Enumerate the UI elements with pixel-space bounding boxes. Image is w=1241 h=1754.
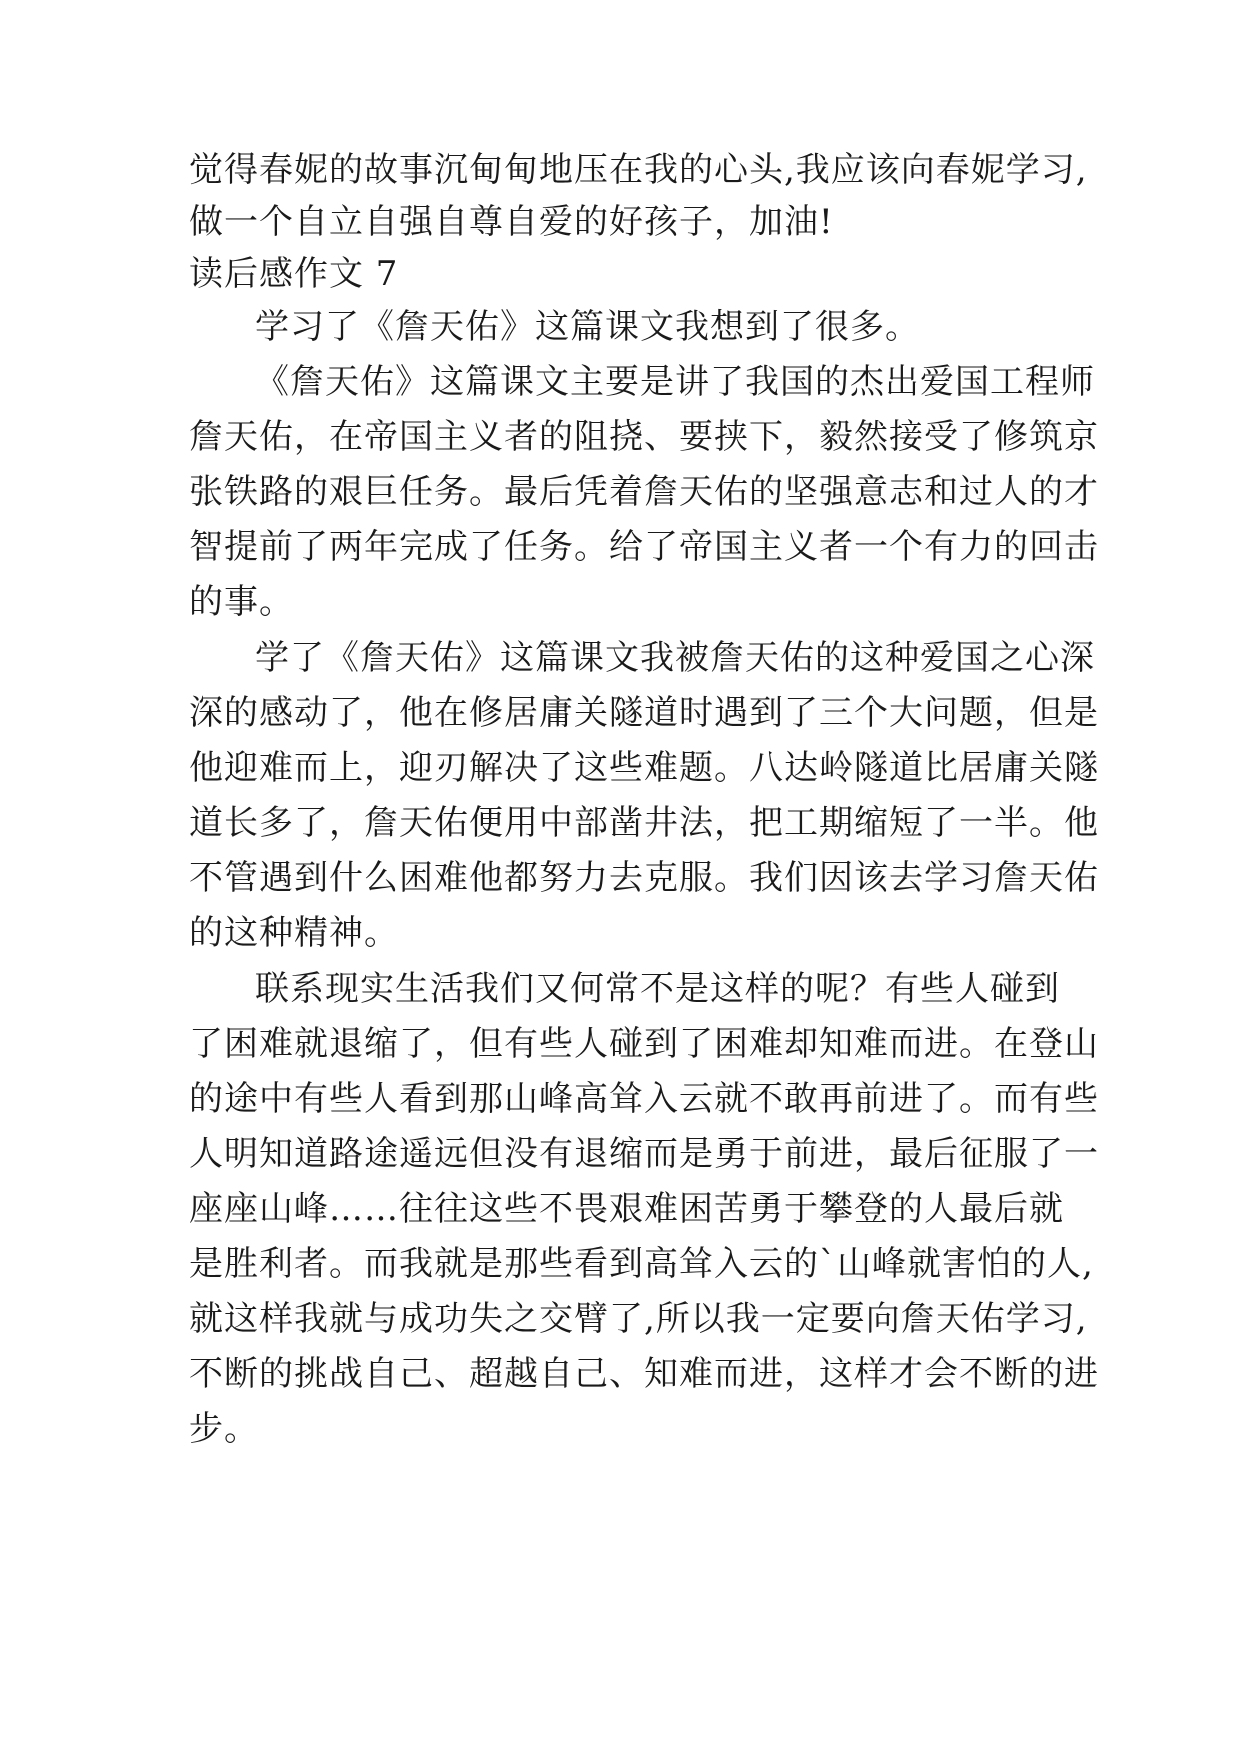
text-line: 不管遇到什么困难他都努力去克服。我们因该去学习詹天佑 <box>189 858 1099 898</box>
text-line: 深的感动了，他在修居庸关隧道时遇到了三个大问题，但是 <box>189 693 1099 733</box>
text-line: 做一个自立自强自尊自爱的好孩子，加油! <box>189 202 834 242</box>
paragraph-start: 联系现实生活我们又何常不是这样的呢？有些人碰到 <box>255 969 1060 1009</box>
text-line: 就这样我就与成功失之交臂了,所以我一定要向詹天佑学习, <box>189 1299 1088 1339</box>
text-line: 他迎难而上，迎刃解决了这些难题。八达岭隧道比居庸关隧 <box>189 748 1099 788</box>
text-line: 张铁路的艰巨任务。最后凭着詹天佑的坚强意志和过人的才 <box>189 472 1099 512</box>
text-line: 的这种精神。 <box>189 913 399 953</box>
text-line: 座座山峰……往往这些不畏艰难困苦勇于攀登的人最后就 <box>189 1189 1064 1229</box>
paragraph-start: 学习了《詹天佑》这篇课文我想到了很多。 <box>255 307 920 347</box>
text-line: 不断的挑战自己、超越自己、知难而进，这样才会不断的进 <box>189 1354 1099 1394</box>
paragraph-start: 《詹天佑》这篇课文主要是讲了我国的杰出爱国工程师 <box>255 362 1095 402</box>
text-line: 是胜利者。而我就是那些看到高耸入云的`山峰就害怕的人, <box>189 1244 1094 1284</box>
text-line: 智提前了两年完成了任务。给了帝国主义者一个有力的回击 <box>189 527 1099 567</box>
text-line: 的事。 <box>189 582 294 622</box>
text-line: 觉得春妮的故事沉甸甸地压在我的心头,我应该向春妮学习, <box>189 150 1088 190</box>
paragraph-start: 学了《詹天佑》这篇课文我被詹天佑的这种爱国之心深 <box>255 638 1095 678</box>
text-line: 道长多了，詹天佑便用中部凿井法，把工期缩短了一半。他 <box>189 803 1099 843</box>
text-line: 詹天佑，在帝国主义者的阻挠、要挟下，毅然接受了修筑京 <box>189 417 1099 457</box>
section-heading: 读后感作文 7 <box>189 254 399 294</box>
text-line: 的途中有些人看到那山峰高耸入云就不敢再前进了。而有些 <box>189 1079 1099 1119</box>
text-line: 人明知道路途遥远但没有退缩而是勇于前进，最后征服了一 <box>189 1134 1099 1174</box>
text-line: 了困难就退缩了，但有些人碰到了困难却知难而进。在登山 <box>189 1024 1099 1064</box>
text-line: 步。 <box>189 1409 259 1449</box>
